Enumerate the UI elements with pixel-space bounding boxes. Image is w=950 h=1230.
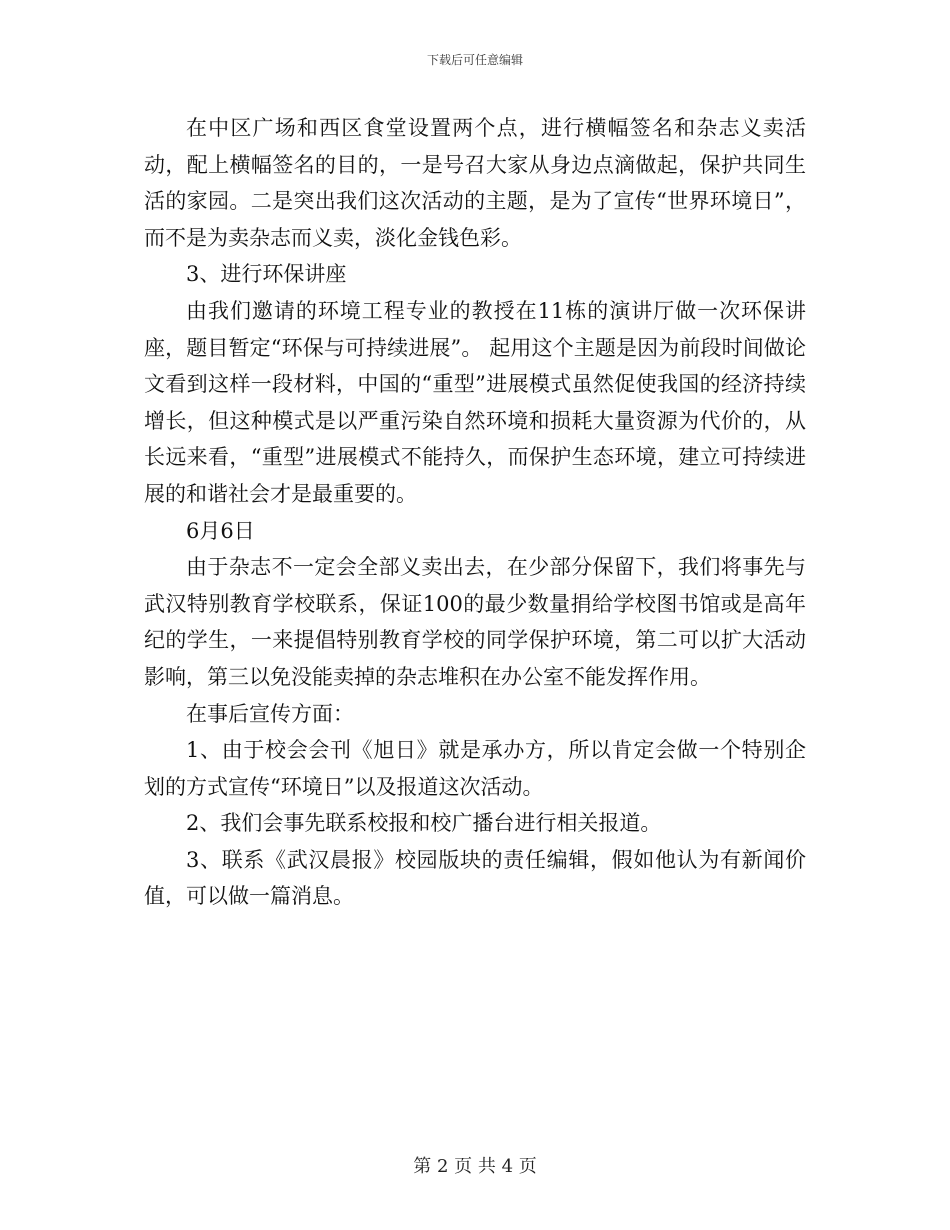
paragraph-7: 1、由于校会会刊《旭日》就是承办方，所以肯定会做一个特别企划的方式宣传“环境日”以及报道这次活动。	[144, 738, 806, 799]
paragraph-3: 由我们邀请的环境工程专业的教授在11栋的演讲厅做一次环保讲座，题目暂定“环保与可持续进展”。 起用这个主题是因为前段时间做论文看到这样一段材料，中国的“重型”进展模式虽然促使我国的经济持续增长，但这种模式是以严重污染自然环境和损耗大量资源为代价的，从长远来看，“重型”进展模式不能持久，而保护生态环境，建立可持续进展的和谐社会才是最重要的。	[144, 298, 806, 506]
paragraph-6: 在事后宣传方面：	[186, 701, 354, 726]
paragraph-9: 3、联系《武汉晨报》校园版块的责任编辑，假如他认为有新闻价值，可以做一篇消息。	[144, 847, 806, 909]
header-note: 下载后可任意编辑	[426, 53, 523, 67]
document-body	[144, 110, 806, 915]
paragraph-8: 2、我们会事先联系校报和校广播台进行相关报道。	[186, 811, 662, 836]
paragraph-4-date: 6月6日	[186, 518, 255, 543]
paragraph-5: 由于杂志不一定会全部义卖出去，在少部分保留下，我们将事先与武汉特别教育学校联系，保证100的最少数量捐给学校图书馆或是高年纪的学生，一来提倡特别教育学校的同学保护环境，第二可以扩大活动影响，第三以免没能卖掉的杂志堆积在办公室不能发挥作用。	[144, 555, 806, 689]
paragraph-1: 在中区广场和西区食堂设置两个点，进行横幅签名和杂志义卖活动，配上横幅签名的目的，一是号召大家从身边点滴做起，保护共同生活的家园。二是突出我们这次活动的主题，是为了宣传“世界环境日”，而不是为卖杂志而义卖，淡化金钱色彩。	[144, 116, 806, 250]
page-number: 第 2 页 共 4 页	[413, 1156, 537, 1177]
paragraph-2-heading: 3、进行环保讲座	[186, 262, 347, 287]
